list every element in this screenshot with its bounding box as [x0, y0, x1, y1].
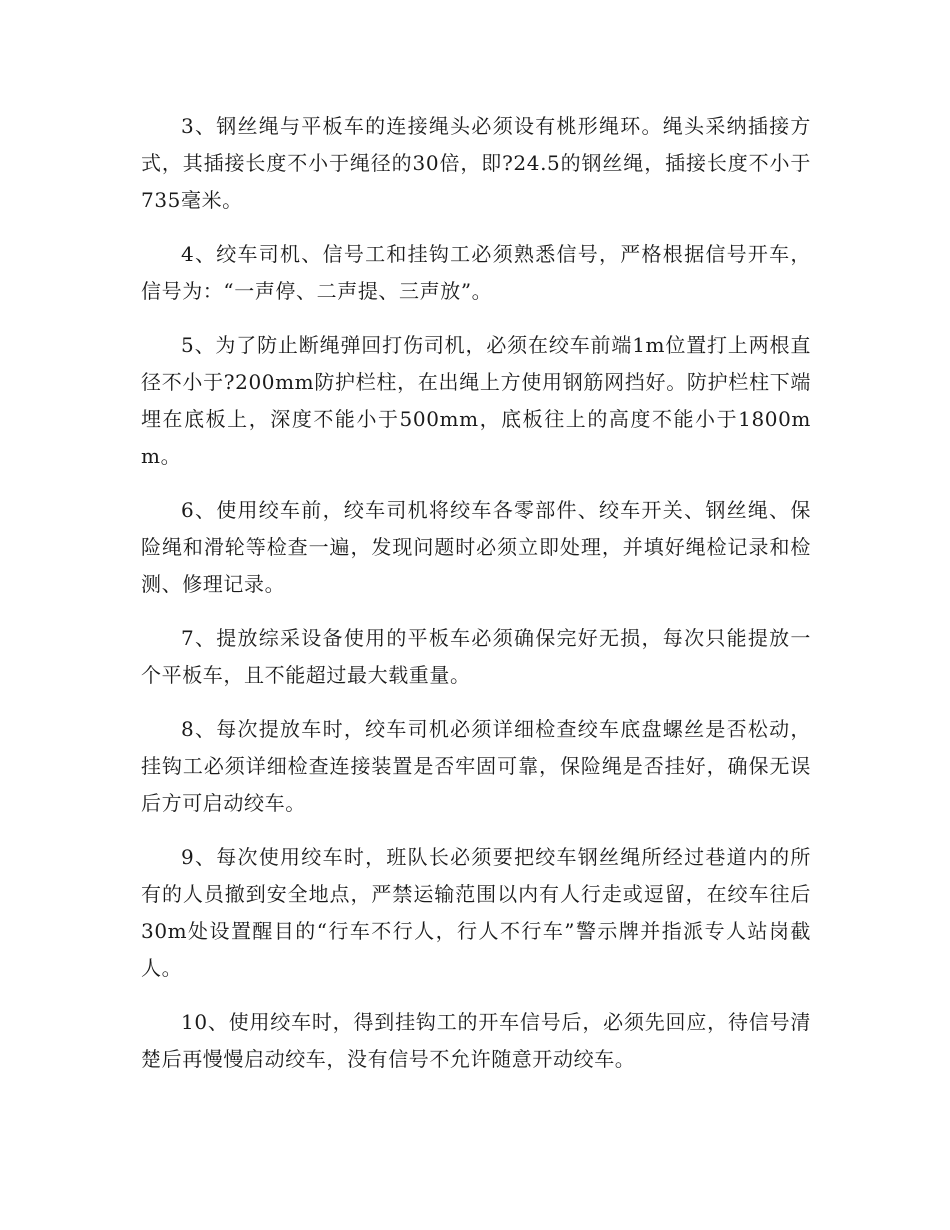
paragraph-6: 6、使用绞车前，绞车司机将绞车各零部件、绞车开关、钢丝绳、保险绳和滑轮等检查一遍，发现问题时必须立即处理，并填好绳检记录和检测、修理记录。 [141, 498, 811, 596]
paragraph-10: 10、使用绞车时，得到挂钩工的开车信号后，必须先回应，待信号清楚后再慢慢启动绞车，没有信号不允许随意开动绞车。 [141, 1010, 811, 1071]
paragraph-9: 9、每次使用绞车时，班队长必须要把绞车钢丝绳所经过巷道内的所有的人员撤到安全地点，严禁运输范围以内有人行走或逗留，在绞车往后30m处设置醒目的“行车不行人，行人不行车”警示牌并指派专人站岗截人。 [141, 845, 811, 980]
paragraph-4: 4、绞车司机、信号工和挂钩工必须熟悉信号，严格根据信号开车，信号为：“一声停、二声提、三声放”。 [141, 242, 811, 303]
paragraph-8: 8、每次提放车时，绞车司机必须详细检查绞车底盘螺丝是否松动，挂钩工必须详细检查连接装置是否牢固可靠，保险绳是否挂好，确保无误后方可启动绞车。 [141, 717, 811, 815]
paragraph-3: 3、钢丝绳与平板车的连接绳头必须设有桃形绳环。绳头采纳插接方式，其插接长度不小于绳径的30倍，即?24.5的钢丝绳，插接长度不小于735毫米。 [141, 114, 811, 212]
document-body [141, 108, 811, 1095]
paragraph-7: 7、提放综采设备使用的平板车必须确保完好无损，每次只能提放一个平板车，且不能超过最大载重量。 [141, 626, 811, 687]
paragraph-5: 5、为了防止断绳弹回打伤司机，必须在绞车前端1m位置打上两根直径不小于?200mm防护栏柱，在出绳上方使用钢筋网挡好。防护栏柱下端埋在底板上，深度不能小于500mm，底板往上的高度不能小于1800mm。 [141, 333, 811, 468]
